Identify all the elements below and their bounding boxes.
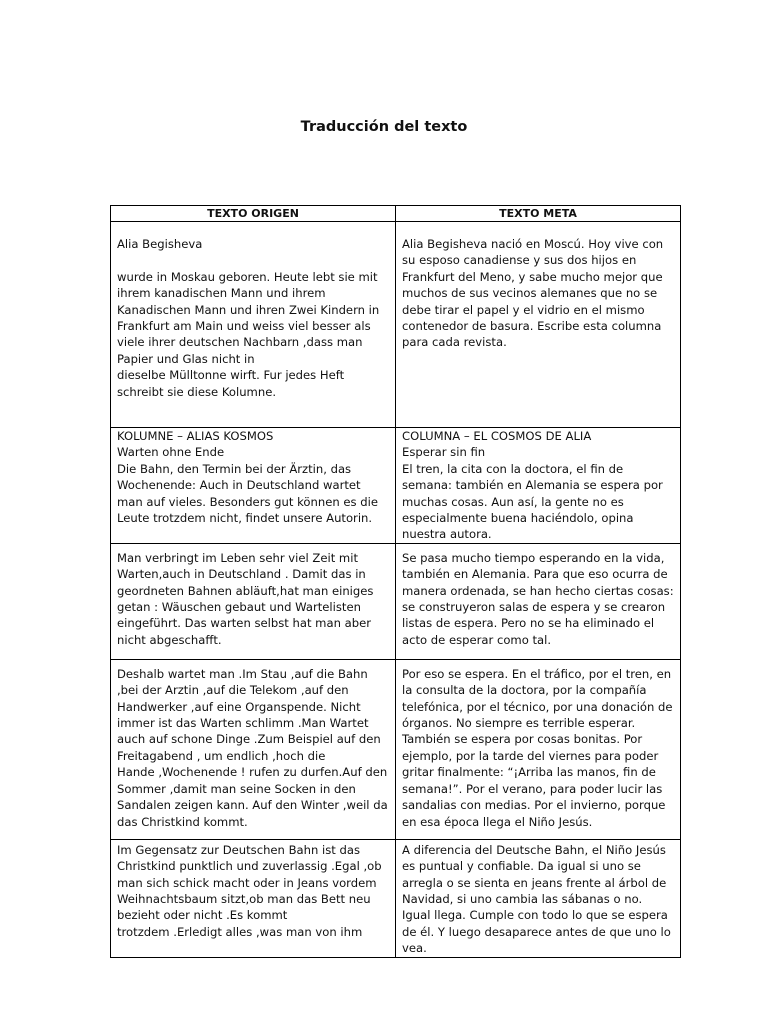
source-cell: Deshalb wartet man .Im Stau ,auf die Bahn ,bei der Arztin ,auf die Telekom ,auf den Handwerker ,auf eine Organspende. Nicht immer ist das Warten schlimm .Man Wartet auch auf schone Dinge .Zum Beispiel auf den Freitagabend , um endlich ,hoch die Hande ,Wochenende ! rufen zu durfen.Auf den Sommer ,damit man seine Socken in den Sandalen zeigen kann. Auf den Winter ,weil da das Christkind kommt. <box>111 659 396 839</box>
header-source-text: TEXTO ORIGEN <box>111 206 396 222</box>
target-cell: Alia Begisheva nació en Moscú. Hoy vive con su esposo canadiense y sus dos hijos en Frankfurt del Meno, y sabe mucho mejor que muchos de sus vecinos alemanes que no se debe tirar el papel y el vidrio en el mismo contenedor de basura. Escribe esta columna para cada revista. <box>396 222 681 428</box>
table-row <box>111 428 681 544</box>
target-cell: Por eso se espera. En el tráfico, por el tren, en la consulta de la doctora, por la compañía telefónica, por el técnico, por una donación de órganos. No siempre es terrible esperar. También se espera por cosas bonitas. Por ejemplo, por la tarde del viernes para poder gritar finalmente: “¡Arriba las manos, fin de semana!”. Por el verano, para poder lucir las sandalias con medias. Por el invierno, porque en esa época llega el Niño Jesús. <box>396 659 681 839</box>
source-cell: Im Gegensatz zur Deutschen Bahn ist das Christkind punktlich und zuverlassig .Egal ,ob man sich schick macht oder in Jeans vordem Weihnachtsbaum sitzt,ob man das Bett neu bezieht oder nicht .Es kommt trotzdem .Erledigt alles ,was man von ihm <box>111 839 396 957</box>
table-row <box>111 839 681 957</box>
translation-table <box>110 205 681 958</box>
table-row <box>111 659 681 839</box>
table-header-row <box>111 206 681 222</box>
table-row <box>111 543 681 659</box>
source-cell: KOLUMNE – ALIAS KOSMOS Warten ohne Ende Die Bahn, den Termin bei der Ärztin, das Wochenende: Auch in Deutschland wartet man auf vieles. Besonders gut können es die Leute trotzdem nicht, findet unsere Autorin. <box>111 428 396 544</box>
header-target-text: TEXTO META <box>396 206 681 222</box>
document-title: Traducción del texto <box>300 119 468 135</box>
target-cell: COLUMNA – EL COSMOS DE ALIA Esperar sin fin El tren, la cita con la doctora, el fin de semana: también en Alemania se espera por muchas cosas. Aun así, la gente no es especialmente buena haciéndolo, opina nuestra autora. <box>396 428 681 544</box>
target-cell: Se pasa mucho tiempo esperando en la vida, también en Alemania. Para que eso ocurra de manera ordenada, se han hecho ciertas cosas: se construyeron salas de espera y se crearon listas de espera. Pero no se ha eliminado el acto de esperar como tal. <box>396 543 681 659</box>
table-row <box>111 222 681 428</box>
source-cell: Alia Begisheva wurde in Moskau geboren. Heute lebt sie mit ihrem kanadischen Mann und ihrem Kanadischen Mann und ihren Zwei Kindern in Frankfurt am Main und weiss viel besser als viele ihrer deutschen Nachbarn ,dass man Papier und Glas nicht in dieselbe Mülltonne wirft. Fur jedes Heft schreibt sie diese Kolumne. <box>111 222 396 428</box>
target-cell: A diferencia del Deutsche Bahn, el Niño Jesús es puntual y confiable. Da igual si uno se arregla o se sienta en jeans frente al árbol de Navidad, si uno cambia las sábanas o no. Igual llega. Cumple con todo lo que se espera de él. Y luego desaparece antes de que uno lo vea. <box>396 839 681 957</box>
source-cell: Man verbringt im Leben sehr viel Zeit mit Warten,auch in Deutschland . Damit das in geordneten Bahnen abläuft,hat man einiges getan : Wäuschen gebaut und Wartelisten eingeführt. Das warten selbst hat man aber nicht abgeschafft. <box>111 543 396 659</box>
